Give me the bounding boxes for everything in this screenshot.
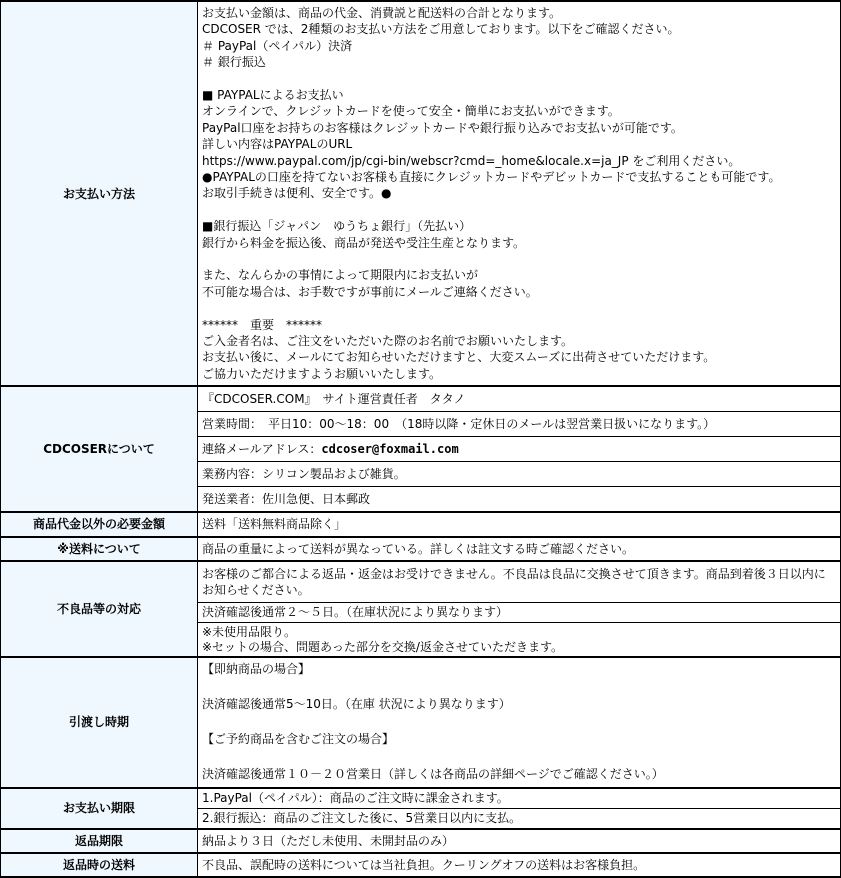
set-exchange-note: ※セットの場合、問題あった部分を交換/返金させていただきます。 — [202, 639, 564, 654]
table-row — [1, 537, 841, 561]
paypal-url-line: https://www.paypal.com/jp/cgi-bin/webscr?cmd=_home&locale.x=ja_JP をご利用ください。 — [202, 153, 741, 168]
text-line: CDCOSER では、2種類のお支払い方法をご用意しております。以下をご確認ください。 — [202, 22, 680, 37]
text-line: 【ご予約商品を含むご注文の場合】 — [202, 732, 395, 747]
text-line: お支払い金額は、商品の代金、消費説と配送料の合計となります。 — [202, 6, 562, 20]
blank-line — [202, 679, 836, 697]
return-deadline-text: 納品より３日（ただし未使用、未開封品のみ） — [202, 833, 455, 848]
contact-email-row — [198, 437, 840, 462]
row-content-extra-fees — [198, 512, 841, 536]
text-line: ご入金者名は、ご注文をいただいた際のお名前でお願いいたします。 — [202, 334, 574, 349]
text-line: PayPal口座をお持ちのお客様はクレジットカードや銀行振り込みでお支払いが可能です。 — [202, 120, 683, 135]
table-row — [1, 853, 841, 877]
important-note-heading: ****** 重要 ****** — [202, 317, 323, 332]
text-line: 【即納商品の場合】 — [202, 662, 311, 677]
table-row — [1, 512, 841, 536]
row-content-defective-items — [198, 561, 841, 657]
row-content-shipping-cost — [198, 537, 841, 561]
text-line: お取引手続きは便利、安全です。● — [202, 186, 392, 201]
row-content-payment-deadline — [198, 788, 841, 829]
row-label-payment-deadline: お支払い期限 — [1, 788, 198, 829]
table-row — [1, 386, 841, 512]
business-hours-row: 営業時間： 平日10：00～18：00 （18時以降・定休日のメールは翌営業日扱いになります。） — [198, 412, 840, 437]
row-label-return-deadline: 返品期限 — [1, 829, 198, 853]
table-row — [1, 829, 841, 853]
settlement-days-row: 決済確認後通常２～５日。（在庫状況により異なります） — [198, 603, 840, 623]
text-line: ■ PAYPALによるお支払い — [202, 88, 344, 103]
blank-line — [202, 251, 836, 267]
text-line: 決済確認後通常１０－２０営業日（詳しくは各商品の詳細ページでご確認ください。） — [202, 767, 664, 782]
paypal-deadline-row: 1.PayPal（ペイパル）：商品のご注文時に課金されます。 — [198, 789, 840, 809]
blank-line — [202, 71, 836, 87]
row-label-extra-fees: 商品代金以外の必要金額 — [1, 512, 198, 536]
row-content-payment-method — [198, 1, 841, 386]
row-content-delivery-time — [198, 657, 841, 788]
return-shipping-text: 不良品、誤配時の送料については当社負担。クーリングオフの送料はお客様負担。 — [202, 858, 646, 872]
text-line: ＃ 銀行振込 — [202, 55, 266, 70]
table-row — [1, 788, 841, 829]
blank-line — [202, 300, 836, 316]
row-content-return-deadline — [198, 829, 841, 853]
row-label-payment-method: お支払い方法 — [1, 1, 198, 386]
extra-fees-text: 送料「送料無料商品除く」 — [202, 517, 347, 532]
text-line: ■銀行振込「ジャパン ゆうちょ銀行」（先払い） — [202, 219, 472, 234]
blank-line — [202, 714, 836, 732]
row-content-about-cdcoser — [198, 386, 841, 512]
text-line: 銀行から料金を振込後、商品が発送や受注生産となります。 — [202, 235, 526, 250]
payment-method-text-block — [198, 2, 840, 385]
text-line: また、なんらかの事情によって期限内にお支払いが — [202, 268, 479, 283]
row-label-about-cdcoser: CDCOSERについて — [1, 386, 198, 512]
row-label-defective-items: 不良品等の対応 — [1, 561, 198, 657]
table-row — [1, 1, 841, 386]
shipping-cost-text: 商品の重量によって送料が異なっている。詳しくは註文する時ご確認ください。 — [202, 541, 635, 556]
text-line: ご協力いただけますようお願いいたします。 — [202, 366, 442, 381]
text-line: ●PAYPALの口座を持てないお客様も直接にクレジットカードやデビットカードで支払することも可能です。 — [202, 170, 781, 185]
contact-email-label: 連絡メールアドレス： — [202, 442, 322, 457]
text-line: オンラインで、クレジットカードを使って安全・簡単にお支払いができます。 — [202, 104, 620, 119]
return-policy-row: お客様のご都合による返品・返金はお受けできません。不良品は良品に交換させて頂きます。商品到着後３日以内にお知らせください。 — [198, 562, 840, 603]
table-row — [1, 657, 841, 788]
row-content-return-shipping — [198, 853, 841, 877]
row-label-delivery-time: 引渡し時期 — [1, 657, 198, 788]
text-line: 詳しい内容はPAYPALのURL — [202, 137, 353, 152]
unused-only-note: ※未使用品限り。 — [202, 625, 297, 640]
site-operator-row: 『CDCOSER.COM』 サイト運営責任者 タタノ — [198, 387, 840, 412]
text-line: お支払い後に、メールにてお知らせいただけますと、大変スムーズに出荷させていただけます。 — [202, 350, 716, 365]
business-description-row: 業務内容：シリコン製品および雑貨。 — [198, 462, 840, 487]
bank-transfer-deadline-row: 2.銀行振込：商品のご注文した後に、5営業日以内に支払。 — [202, 810, 522, 825]
blank-line — [202, 749, 836, 767]
table-row — [1, 561, 841, 657]
text-line: 決済確認後通常5～10日。（在庫 状況により異なります） — [202, 697, 511, 712]
delivery-time-text-block — [198, 658, 840, 787]
text-line: 不可能な場合は、お手数ですが事前にメールご連絡ください。 — [202, 284, 538, 299]
row-label-return-shipping: 返品時の送料 — [1, 853, 198, 877]
row-label-shipping-cost: ※送料について — [1, 537, 198, 561]
blank-line — [202, 202, 836, 218]
text-line: ＃ PayPal（ペイパル）決済 — [202, 38, 353, 53]
shipping-carrier-row: 発送業者：佐川急便、日本郵政 — [202, 492, 371, 507]
contact-email: cdcoser@foxmail.com — [321, 442, 459, 457]
return-conditions-row — [198, 623, 840, 656]
